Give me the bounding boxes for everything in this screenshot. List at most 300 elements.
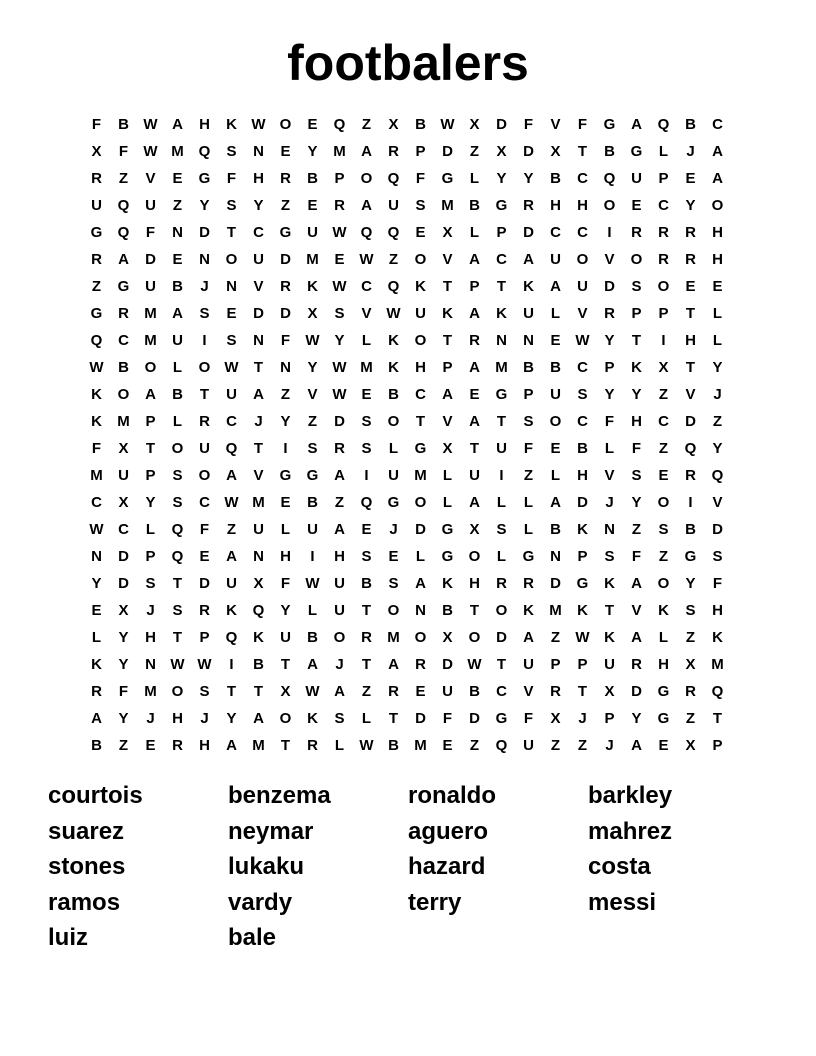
grid-letter[interactable]: W <box>224 494 239 511</box>
grid-letter[interactable]: T <box>469 440 480 457</box>
grid-letter[interactable]: W <box>89 521 104 538</box>
grid-letter[interactable]: X <box>469 521 480 538</box>
grid-letter[interactable]: Q <box>711 467 724 484</box>
grid-letter[interactable]: X <box>388 116 399 133</box>
grid-letter[interactable]: K <box>712 629 723 646</box>
grid-letter[interactable]: X <box>118 602 129 619</box>
grid-letter[interactable]: Q <box>387 224 400 241</box>
grid-letter[interactable]: R <box>334 197 345 214</box>
grid-letter[interactable]: N <box>523 332 534 349</box>
grid-letter[interactable]: U <box>280 629 291 646</box>
grid-letter[interactable]: U <box>415 305 426 322</box>
grid-letter[interactable]: Z <box>226 521 237 538</box>
grid-letter[interactable]: M <box>495 359 508 376</box>
grid-letter[interactable]: W <box>305 332 320 349</box>
grid-letter[interactable]: P <box>550 656 561 673</box>
grid-letter[interactable]: P <box>604 359 615 376</box>
grid-letter[interactable]: N <box>604 521 615 538</box>
grid-letter[interactable]: V <box>685 386 696 403</box>
grid-letter[interactable]: S <box>658 521 669 538</box>
grid-letter[interactable]: O <box>468 629 481 646</box>
grid-letter[interactable]: L <box>712 305 723 322</box>
grid-letter[interactable]: N <box>415 602 426 619</box>
grid-letter[interactable]: U <box>226 575 237 592</box>
grid-letter[interactable]: R <box>172 737 183 754</box>
grid-letter[interactable]: S <box>685 602 696 619</box>
grid-letter[interactable]: A <box>253 386 264 403</box>
grid-letter[interactable]: Q <box>225 440 238 457</box>
grid-letter[interactable]: O <box>495 602 508 619</box>
grid-letter[interactable]: C <box>415 386 426 403</box>
grid-letter[interactable]: K <box>388 332 399 349</box>
grid-letter[interactable]: W <box>359 737 374 754</box>
grid-letter[interactable]: H <box>550 197 561 214</box>
grid-letter[interactable]: A <box>442 386 453 403</box>
grid-letter[interactable]: T <box>280 656 291 673</box>
grid-letter[interactable]: A <box>550 494 561 511</box>
grid-letter[interactable]: W <box>332 224 347 241</box>
grid-letter[interactable]: Q <box>171 548 184 565</box>
grid-letter[interactable]: Y <box>712 359 723 376</box>
grid-letter[interactable]: L <box>442 467 453 484</box>
grid-letter[interactable]: G <box>576 575 589 592</box>
grid-letter[interactable]: Q <box>387 170 400 187</box>
grid-letter[interactable]: D <box>280 305 291 322</box>
grid-letter[interactable]: K <box>91 413 102 430</box>
grid-letter[interactable]: U <box>334 575 345 592</box>
grid-letter[interactable]: P <box>199 629 210 646</box>
grid-letter[interactable]: T <box>145 440 156 457</box>
grid-letter[interactable]: D <box>253 305 264 322</box>
grid-letter[interactable]: F <box>631 440 642 457</box>
grid-letter[interactable]: L <box>469 170 480 187</box>
grid-letter[interactable]: C <box>577 413 588 430</box>
grid-letter[interactable]: H <box>415 359 426 376</box>
grid-letter[interactable]: C <box>118 521 129 538</box>
grid-letter[interactable]: O <box>387 413 400 430</box>
grid-letter[interactable]: C <box>118 332 129 349</box>
grid-letter[interactable]: P <box>631 305 642 322</box>
grid-letter[interactable]: P <box>469 278 480 295</box>
grid-letter[interactable]: G <box>198 170 211 187</box>
grid-letter[interactable]: S <box>226 332 237 349</box>
grid-letter[interactable]: L <box>496 494 507 511</box>
grid-letter[interactable]: N <box>280 359 291 376</box>
grid-letter[interactable]: Z <box>118 170 129 187</box>
grid-letter[interactable]: Z <box>523 467 534 484</box>
grid-letter[interactable]: K <box>307 278 318 295</box>
grid-letter[interactable]: P <box>523 386 534 403</box>
grid-letter[interactable]: C <box>577 170 588 187</box>
grid-letter[interactable]: N <box>253 143 264 160</box>
grid-letter[interactable]: T <box>388 710 399 727</box>
grid-letter[interactable]: G <box>603 116 616 133</box>
grid-letter[interactable]: I <box>229 656 234 673</box>
grid-letter[interactable]: R <box>523 197 534 214</box>
grid-letter[interactable]: Y <box>604 332 615 349</box>
grid-letter[interactable]: A <box>307 656 318 673</box>
grid-letter[interactable]: B <box>118 116 129 133</box>
grid-letter[interactable]: E <box>307 197 318 214</box>
grid-letter[interactable]: I <box>202 332 207 349</box>
grid-letter[interactable]: Z <box>658 386 669 403</box>
grid-letter[interactable]: W <box>467 656 482 673</box>
grid-letter[interactable]: J <box>146 602 155 619</box>
grid-letter[interactable]: G <box>90 224 103 241</box>
grid-letter[interactable]: D <box>118 548 129 565</box>
grid-letter[interactable]: W <box>305 683 320 700</box>
grid-letter[interactable]: R <box>388 143 399 160</box>
grid-letter[interactable]: G <box>279 224 292 241</box>
grid-letter[interactable]: U <box>334 602 345 619</box>
grid-letter[interactable]: M <box>144 332 157 349</box>
grid-letter[interactable]: Q <box>495 737 508 754</box>
grid-letter[interactable]: L <box>145 521 156 538</box>
grid-letter[interactable]: S <box>172 602 183 619</box>
grid-letter[interactable]: C <box>496 683 507 700</box>
grid-letter[interactable]: L <box>280 521 291 538</box>
grid-letter[interactable]: R <box>685 224 696 241</box>
grid-letter[interactable]: T <box>199 386 210 403</box>
grid-letter[interactable]: B <box>172 386 183 403</box>
grid-letter[interactable]: Q <box>684 440 697 457</box>
grid-letter[interactable]: G <box>117 278 130 295</box>
grid-letter[interactable]: S <box>496 521 507 538</box>
grid-letter[interactable]: B <box>685 521 696 538</box>
grid-letter[interactable]: S <box>145 575 156 592</box>
grid-letter[interactable]: F <box>523 710 534 727</box>
grid-letter[interactable]: S <box>307 440 318 457</box>
grid-letter[interactable]: U <box>388 197 399 214</box>
grid-letter[interactable]: D <box>118 575 129 592</box>
grid-letter[interactable]: T <box>685 305 696 322</box>
grid-letter[interactable]: M <box>90 467 103 484</box>
grid-letter[interactable]: U <box>577 278 588 295</box>
grid-letter[interactable]: T <box>685 359 696 376</box>
grid-letter[interactable]: S <box>388 575 399 592</box>
grid-letter[interactable]: R <box>361 629 372 646</box>
grid-letter[interactable]: Q <box>171 521 184 538</box>
grid-letter[interactable]: J <box>146 710 155 727</box>
grid-letter[interactable]: V <box>307 386 318 403</box>
grid-letter[interactable]: Z <box>550 737 561 754</box>
grid-letter[interactable]: Y <box>118 710 129 727</box>
grid-letter[interactable]: M <box>144 683 157 700</box>
grid-letter[interactable]: P <box>712 737 723 754</box>
grid-letter[interactable]: A <box>631 737 642 754</box>
grid-letter[interactable]: D <box>145 251 156 268</box>
grid-letter[interactable]: B <box>307 629 318 646</box>
grid-letter[interactable]: U <box>145 278 156 295</box>
grid-letter[interactable]: T <box>172 575 183 592</box>
grid-letter[interactable]: P <box>577 656 588 673</box>
grid-letter[interactable]: Z <box>577 737 588 754</box>
grid-letter[interactable]: P <box>658 305 669 322</box>
grid-letter[interactable]: Q <box>657 116 670 133</box>
grid-letter[interactable]: Y <box>280 602 291 619</box>
grid-letter[interactable]: Y <box>631 386 642 403</box>
grid-letter[interactable]: D <box>523 224 534 241</box>
grid-letter[interactable]: L <box>415 548 426 565</box>
grid-letter[interactable]: G <box>414 440 427 457</box>
grid-letter[interactable]: W <box>575 332 590 349</box>
grid-letter[interactable]: Z <box>388 251 399 268</box>
grid-letter[interactable]: F <box>523 440 534 457</box>
grid-letter[interactable]: L <box>388 440 399 457</box>
grid-letter[interactable]: U <box>496 440 507 457</box>
grid-letter[interactable]: V <box>442 413 453 430</box>
grid-letter[interactable]: F <box>712 575 723 592</box>
grid-letter[interactable]: R <box>523 575 534 592</box>
grid-letter[interactable]: E <box>685 170 696 187</box>
grid-letter[interactable]: U <box>631 170 642 187</box>
grid-letter[interactable]: E <box>307 116 318 133</box>
grid-letter[interactable]: I <box>661 332 666 349</box>
grid-letter[interactable]: D <box>712 521 723 538</box>
grid-letter[interactable]: V <box>253 278 264 295</box>
grid-letter[interactable]: D <box>415 710 426 727</box>
grid-letter[interactable]: U <box>172 332 183 349</box>
grid-letter[interactable]: A <box>226 737 237 754</box>
grid-letter[interactable]: H <box>253 170 264 187</box>
grid-letter[interactable]: E <box>388 548 399 565</box>
grid-letter[interactable]: A <box>469 305 480 322</box>
grid-letter[interactable]: S <box>361 413 372 430</box>
grid-letter[interactable]: L <box>550 305 561 322</box>
grid-letter[interactable]: G <box>522 548 535 565</box>
grid-letter[interactable]: S <box>199 683 210 700</box>
grid-letter[interactable]: D <box>442 656 453 673</box>
grid-letter[interactable]: D <box>604 278 615 295</box>
grid-letter[interactable]: H <box>334 548 345 565</box>
grid-letter[interactable]: B <box>415 116 426 133</box>
grid-letter[interactable]: A <box>712 143 723 160</box>
grid-letter[interactable]: E <box>334 251 345 268</box>
grid-letter[interactable]: Y <box>118 656 129 673</box>
grid-letter[interactable]: R <box>685 467 696 484</box>
grid-letter[interactable]: B <box>307 170 318 187</box>
grid-letter[interactable]: G <box>495 197 508 214</box>
grid-letter[interactable]: T <box>577 683 588 700</box>
grid-letter[interactable]: K <box>442 305 453 322</box>
grid-letter[interactable]: W <box>386 305 401 322</box>
grid-letter[interactable]: G <box>306 467 319 484</box>
grid-letter[interactable]: V <box>604 467 615 484</box>
grid-letter[interactable]: A <box>172 116 183 133</box>
grid-letter[interactable]: T <box>496 656 507 673</box>
grid-letter[interactable]: H <box>712 251 723 268</box>
grid-letter[interactable]: S <box>172 494 183 511</box>
grid-letter[interactable]: R <box>685 251 696 268</box>
grid-letter[interactable]: B <box>442 602 453 619</box>
grid-letter[interactable]: T <box>712 710 723 727</box>
grid-letter[interactable]: K <box>253 629 264 646</box>
grid-letter[interactable]: I <box>607 224 612 241</box>
grid-letter[interactable]: W <box>143 143 158 160</box>
grid-letter[interactable]: H <box>712 224 723 241</box>
grid-letter[interactable]: M <box>387 629 400 646</box>
grid-letter[interactable]: N <box>550 548 561 565</box>
grid-letter[interactable]: Y <box>712 440 723 457</box>
grid-letter[interactable]: S <box>361 548 372 565</box>
grid-letter[interactable]: Z <box>550 629 561 646</box>
grid-letter[interactable]: K <box>415 278 426 295</box>
grid-letter[interactable]: O <box>603 197 616 214</box>
grid-letter[interactable]: Y <box>199 197 210 214</box>
grid-letter[interactable]: Y <box>334 332 345 349</box>
grid-letter[interactable]: S <box>172 467 183 484</box>
grid-letter[interactable]: Q <box>90 332 103 349</box>
grid-letter[interactable]: F <box>280 575 291 592</box>
grid-letter[interactable]: W <box>197 656 212 673</box>
grid-letter[interactable]: O <box>387 602 400 619</box>
grid-letter[interactable]: S <box>631 467 642 484</box>
grid-letter[interactable]: H <box>145 629 156 646</box>
grid-letter[interactable]: Y <box>226 710 237 727</box>
grid-letter[interactable]: X <box>442 440 453 457</box>
grid-letter[interactable]: T <box>361 656 372 673</box>
grid-letter[interactable]: S <box>631 278 642 295</box>
grid-letter[interactable]: G <box>657 683 670 700</box>
grid-letter[interactable]: W <box>170 656 185 673</box>
grid-letter[interactable]: X <box>280 683 291 700</box>
grid-letter[interactable]: L <box>361 710 372 727</box>
grid-letter[interactable]: I <box>688 494 693 511</box>
grid-letter[interactable]: K <box>307 710 318 727</box>
grid-letter[interactable]: E <box>442 737 453 754</box>
grid-letter[interactable]: A <box>469 413 480 430</box>
grid-letter[interactable]: M <box>414 737 427 754</box>
grid-letter[interactable]: U <box>226 386 237 403</box>
grid-letter[interactable]: O <box>198 359 211 376</box>
grid-letter[interactable]: V <box>253 467 264 484</box>
grid-letter[interactable]: P <box>658 170 669 187</box>
grid-letter[interactable]: T <box>631 332 642 349</box>
grid-letter[interactable]: T <box>577 143 588 160</box>
grid-letter[interactable]: Y <box>118 629 129 646</box>
grid-letter[interactable]: B <box>118 359 129 376</box>
grid-letter[interactable]: H <box>631 413 642 430</box>
grid-letter[interactable]: F <box>199 521 210 538</box>
grid-letter[interactable]: X <box>550 143 561 160</box>
grid-letter[interactable]: S <box>226 197 237 214</box>
grid-letter[interactable]: F <box>280 332 291 349</box>
grid-letter[interactable]: W <box>89 359 104 376</box>
grid-letter[interactable]: J <box>605 737 614 754</box>
grid-letter[interactable]: U <box>307 224 318 241</box>
grid-letter[interactable]: P <box>577 548 588 565</box>
grid-letter[interactable]: E <box>172 170 183 187</box>
grid-letter[interactable]: C <box>658 197 669 214</box>
grid-letter[interactable]: D <box>523 143 534 160</box>
grid-letter[interactable]: D <box>199 224 210 241</box>
grid-letter[interactable]: P <box>145 413 156 430</box>
grid-letter[interactable]: W <box>440 116 455 133</box>
grid-letter[interactable]: W <box>143 116 158 133</box>
grid-letter[interactable]: L <box>361 332 372 349</box>
grid-letter[interactable]: L <box>712 332 723 349</box>
grid-letter[interactable]: B <box>469 683 480 700</box>
grid-letter[interactable]: C <box>577 224 588 241</box>
grid-letter[interactable]: Q <box>198 143 211 160</box>
grid-letter[interactable]: F <box>91 440 102 457</box>
grid-letter[interactable]: S <box>712 548 723 565</box>
grid-letter[interactable]: B <box>253 656 264 673</box>
grid-letter[interactable]: G <box>441 521 454 538</box>
grid-letter[interactable]: Y <box>307 359 318 376</box>
grid-letter[interactable]: P <box>145 548 156 565</box>
grid-letter[interactable]: W <box>332 359 347 376</box>
grid-letter[interactable]: I <box>283 440 288 457</box>
grid-letter[interactable]: O <box>360 170 373 187</box>
grid-letter[interactable]: A <box>631 116 642 133</box>
grid-letter[interactable]: S <box>415 197 426 214</box>
grid-letter[interactable]: Z <box>361 116 372 133</box>
grid-letter[interactable]: B <box>361 575 372 592</box>
grid-letter[interactable]: B <box>172 278 183 295</box>
grid-letter[interactable]: E <box>550 440 561 457</box>
grid-letter[interactable]: E <box>280 494 291 511</box>
grid-letter[interactable]: O <box>225 251 238 268</box>
grid-letter[interactable]: K <box>226 602 237 619</box>
grid-letter[interactable]: X <box>118 494 129 511</box>
grid-letter[interactable]: O <box>576 251 589 268</box>
grid-letter[interactable]: W <box>305 575 320 592</box>
grid-letter[interactable]: A <box>226 548 237 565</box>
grid-letter[interactable]: M <box>306 251 319 268</box>
grid-letter[interactable]: Z <box>685 629 696 646</box>
grid-letter[interactable]: E <box>361 386 372 403</box>
grid-letter[interactable]: D <box>685 413 696 430</box>
grid-letter[interactable]: X <box>658 359 669 376</box>
grid-letter[interactable]: T <box>415 413 426 430</box>
grid-letter[interactable]: X <box>496 143 507 160</box>
grid-letter[interactable]: W <box>251 116 266 133</box>
grid-letter[interactable]: V <box>712 494 723 511</box>
grid-letter[interactable]: N <box>91 548 102 565</box>
grid-letter[interactable]: E <box>415 683 426 700</box>
grid-letter[interactable]: N <box>172 224 183 241</box>
grid-letter[interactable]: R <box>91 683 102 700</box>
grid-letter[interactable]: K <box>631 359 642 376</box>
grid-letter[interactable]: L <box>523 494 534 511</box>
grid-letter[interactable]: E <box>172 251 183 268</box>
grid-letter[interactable]: A <box>523 251 534 268</box>
grid-letter[interactable]: S <box>334 305 345 322</box>
grid-letter[interactable]: Z <box>658 440 669 457</box>
grid-letter[interactable]: N <box>199 251 210 268</box>
grid-letter[interactable]: Q <box>711 683 724 700</box>
grid-letter[interactable]: O <box>549 413 562 430</box>
grid-letter[interactable]: P <box>334 170 345 187</box>
grid-letter[interactable]: E <box>631 197 642 214</box>
grid-letter[interactable]: I <box>364 467 369 484</box>
grid-letter[interactable]: O <box>414 494 427 511</box>
grid-letter[interactable]: D <box>631 683 642 700</box>
grid-letter[interactable]: S <box>334 710 345 727</box>
grid-letter[interactable]: L <box>523 521 534 538</box>
grid-letter[interactable]: V <box>550 116 561 133</box>
grid-letter[interactable]: D <box>199 575 210 592</box>
grid-letter[interactable]: J <box>254 413 263 430</box>
grid-letter[interactable]: Q <box>117 197 130 214</box>
grid-letter[interactable]: F <box>91 116 102 133</box>
grid-letter[interactable]: K <box>604 575 615 592</box>
grid-letter[interactable]: R <box>199 602 210 619</box>
grid-letter[interactable]: R <box>415 656 426 673</box>
grid-letter[interactable]: C <box>577 359 588 376</box>
grid-letter[interactable]: R <box>469 332 480 349</box>
